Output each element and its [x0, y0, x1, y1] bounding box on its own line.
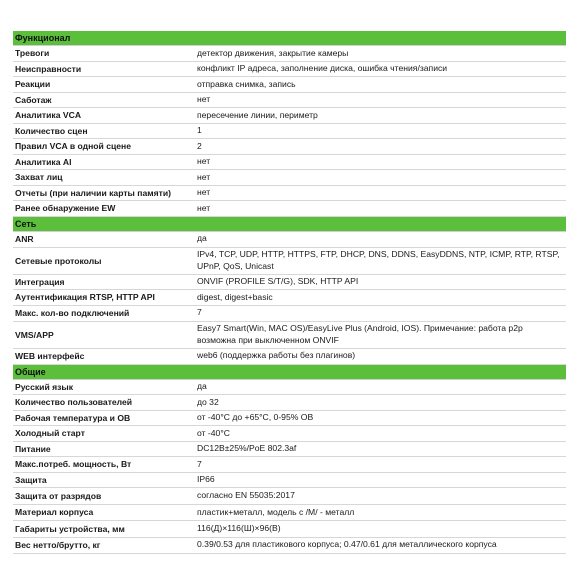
table-row: [13, 426, 566, 442]
spec-table: [13, 31, 566, 554]
row-value: пересечение линии, периметр: [197, 109, 318, 120]
row-label: Вес нетто/брутто, кг: [15, 540, 101, 550]
row-label: Отчеты (при наличии карты памяти): [15, 187, 171, 198]
row-value: нет: [197, 202, 211, 213]
table-row: [13, 275, 566, 291]
table-row: [13, 473, 566, 489]
table-row: [13, 124, 566, 140]
row-value: 7: [197, 307, 202, 318]
row-value: отправка снимка, запись: [197, 78, 296, 89]
table-row: [13, 290, 566, 306]
row-value: нет: [197, 171, 211, 182]
table-row: [13, 457, 566, 473]
table-row: [13, 77, 566, 93]
table-row: [13, 232, 566, 248]
row-value: web6 (поддержка работы без плагинов): [197, 350, 356, 361]
row-label: Саботаж: [15, 94, 52, 105]
row-label: ANR: [15, 234, 34, 244]
row-label: Защита от разрядов: [15, 491, 102, 501]
section-title: Функционал: [15, 33, 71, 43]
row-label: Макс.потреб. мощность, Вт: [15, 459, 132, 470]
table-row: [13, 139, 566, 155]
row-label: Тревоги: [15, 48, 50, 59]
row-label: Неисправности: [15, 63, 82, 74]
table-row: [13, 155, 566, 171]
row-label: Количество сцен: [15, 125, 88, 136]
row-label: Реакции: [15, 79, 51, 90]
row-value: нет: [197, 94, 211, 104]
row-label: Макс. кол-во подключений: [15, 308, 130, 318]
table-row: [13, 186, 566, 202]
table-row: [13, 62, 566, 78]
table-row: [13, 505, 566, 521]
row-value: Easy7 Smart(Win, MAC OS)/EasyLive Plus (Android, IOS). Примечание: работа p2p возможна при выключенном ONVIF: [197, 323, 523, 345]
row-value: digest, digest+basic: [197, 291, 273, 302]
table-row: [13, 108, 566, 124]
row-value: DC12В±25%/PoE 802.3af: [197, 443, 297, 453]
table-row: [13, 521, 566, 538]
table-row: [13, 306, 566, 322]
row-value: 0.39/0.53 для пластикового корпуса; 0.47/0.61 для металлического корпуса: [197, 539, 497, 550]
row-label: Сетевые протоколы: [15, 255, 102, 266]
table-row: [13, 170, 566, 186]
row-label: Габариты устройства, мм: [15, 523, 125, 534]
section-title: Общие: [15, 366, 46, 377]
row-value: от -40°С: [197, 427, 230, 438]
table-row: [13, 538, 566, 554]
row-value: IP66: [197, 474, 215, 484]
table-row: [13, 395, 566, 411]
row-value: ONVIF (PROFILE S/T/G), SDK, HTTP API: [197, 276, 359, 286]
row-value: конфликт IP адреса, заполнение диска, ошибка чтения/записи: [197, 63, 448, 73]
row-label: Питание: [15, 443, 51, 454]
row-label: Аналитика VCA: [15, 110, 82, 121]
row-value: нет: [197, 187, 211, 197]
row-label: Правил VCA в одной сцене: [15, 141, 132, 152]
row-label: WEB интерфейс: [15, 351, 85, 361]
row-value: пластик+металл, модель с /M/ - металл: [197, 506, 355, 517]
row-value: IPv4, TCP, UDP, HTTP, HTTPS, FTP, DHCP, DNS, DDNS, EasyDDNS, NTP, ICMP, RTP, RTSP, UPnP, QoS, Unicast: [197, 249, 560, 271]
row-value: до 32: [197, 396, 219, 407]
table-row: [13, 488, 566, 505]
table-row: [13, 442, 566, 458]
row-label: Количество пользователей: [15, 397, 133, 408]
table-row: [13, 201, 566, 217]
row-label: Холодный старт: [15, 428, 85, 439]
table-row: [13, 322, 566, 349]
row-value: нет: [197, 156, 211, 166]
table-row: [13, 349, 566, 365]
table-row: [13, 411, 566, 427]
section-header-network: [13, 217, 566, 232]
table-row: [13, 46, 566, 62]
row-value: да: [197, 233, 207, 244]
row-value: согласно EN 55035:2017: [197, 490, 295, 501]
row-label: Рабочая температура и ОВ: [15, 412, 131, 423]
row-value: детектор движения, закрытие камеры: [197, 47, 349, 58]
row-value: 116(Д)×116(Ш)×96(В): [197, 522, 281, 533]
section-title: Сеть: [15, 218, 37, 229]
row-label: Захват лиц: [15, 172, 63, 183]
row-label: Русский язык: [15, 381, 74, 392]
row-label: Интеграция: [15, 276, 65, 287]
row-value: 1: [197, 125, 202, 135]
row-label: Защита: [15, 474, 47, 485]
row-label: Ранее обнаружение EW: [15, 203, 116, 214]
row-label: Аутентификация RTSP, HTTP API: [15, 292, 155, 303]
row-label: Материал корпуса: [15, 507, 94, 518]
table-row: [13, 380, 566, 396]
table-row: [13, 93, 566, 109]
section-header-functional: [13, 31, 566, 46]
row-value: 2: [197, 140, 202, 151]
row-label: Аналитика AI: [15, 156, 72, 167]
section-header-general: [13, 365, 566, 380]
table-row: [13, 248, 566, 275]
row-value: от -40°С до +65°С, 0-95% ОВ: [197, 412, 314, 422]
row-value: 7: [197, 458, 202, 469]
row-label: VMS/APP: [15, 329, 54, 340]
row-value: да: [197, 381, 207, 391]
